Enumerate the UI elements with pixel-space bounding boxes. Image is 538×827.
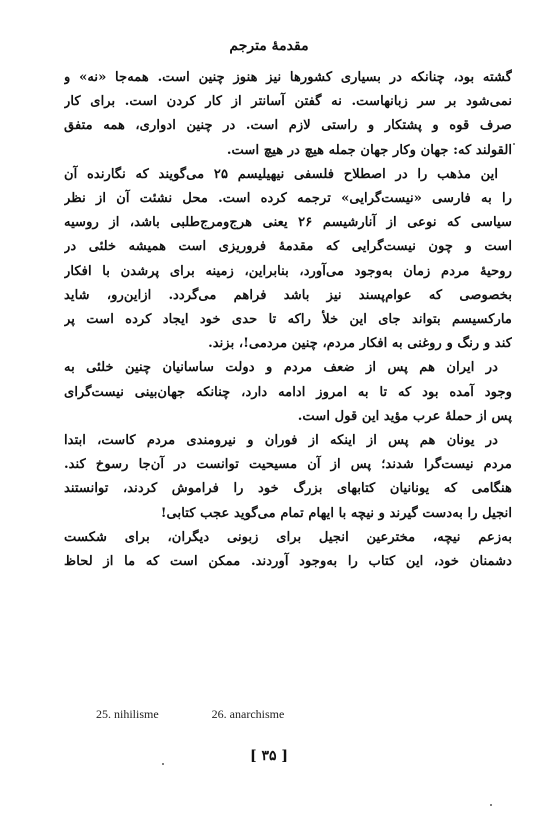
text-line: گشته بود، چنانکه در بسیاری کشورها نیز هنوز چنین است. همه‌جا «نه» و — [64, 70, 512, 85]
text-line: است و چون نیست‌گرایی که مقدمهٔ فروریزی است همیشه خلئی در — [64, 239, 512, 255]
paragraph-4 — [64, 429, 512, 526]
running-head: مقدمهٔ مترجم — [229, 38, 309, 54]
text-line: در ایران هم پس از ضعف مردم و دولت ساسانیان چنین خلئی به — [64, 360, 498, 376]
text-line: القولند که: جهان وکار جهان جمله هیچ در هیچ است. — [226, 142, 512, 158]
text-line: مارکسیسم بتواند جای این خلأ راکه تا حدی خود ایجاد کرده است پر — [64, 312, 512, 328]
text-line: این مذهب را در اصطلاح فلسفی نیهیلیسم ۲۵ می‌گویند که نگارنده آن — [64, 166, 498, 182]
text-line: سیاسی که نوعی از آنارشیسم ۲۶ یعنی هرج‌ومرج‌طلبی باشد، از روسیه — [64, 215, 512, 231]
footnotes — [96, 707, 334, 722]
scan-speck — [490, 804, 492, 806]
scan-speck — [513, 143, 515, 145]
text-line: به‌زعم نیچه، مخترعین انجیل برای زبونی دیگران، برای شکست — [64, 529, 512, 545]
text-line: وجود آمده بود که تا به امروز ادامه دارد، چنانکه جهان‌بینی نیست‌گرای — [64, 384, 512, 400]
text-line: انجیل را به‌دست گیرند و نیچه با ایهام تمام می‌گوید عجب کتابی! — [160, 505, 512, 521]
text-line: پس از حملهٔ عرب مؤید این قول است. — [297, 408, 512, 424]
footnote-26: 26. anarchisme — [211, 707, 285, 721]
text-line: روحیهٔ مردم زمان به‌وجود می‌آورد، بنابراین، زمینه برای پرشدن با افکار — [64, 263, 512, 279]
text-line: هنگامی که یونانیان کتابهای بزرگ خود را فراموش کردند، توانستند — [64, 481, 512, 497]
paragraph-5 — [64, 526, 512, 574]
body-text — [64, 66, 512, 574]
paragraph-1 — [64, 66, 512, 163]
paragraph-2 — [64, 163, 512, 357]
text-line: در یونان هم پس از اینکه از فوران و نیرومندی مردم کاست، ابتدا — [64, 433, 498, 449]
text-line: کند و رنگ و روغنی به افکار مردم، چنین مردمی!، بزند. — [208, 336, 512, 352]
text-line: نمی‌شود بر سر زبانهاست. نه گفتن آسانتر از کار کردن است. برای کار — [64, 94, 512, 110]
text-line: صرف قوه و پشتکار و راستی لازم است. در چنین ادواری، همه متفق — [64, 118, 512, 134]
paragraph-3 — [64, 356, 512, 429]
page-number: [ ۳۵ ] — [249, 748, 289, 764]
text-line: دشمنان خود، این کتاب را به‌وجود آوردند. ممکن است که ما از لحاظ — [64, 554, 512, 570]
text-line: را به فارسی «نیست‌گرایی» ترجمه کرده است. محل نشئت آن از نظر — [64, 191, 512, 207]
footnote-25: 25. nihilisme — [96, 707, 159, 721]
text-line: مردم نیست‌گرا شدند؛ پس از آن مسیحیت توانست در آن‌جا رسوخ کند. — [64, 457, 512, 473]
scan-speck — [162, 763, 164, 765]
text-line: بخصوصی که عوام‌پسند نیز باشد فراهم می‌گردد. ازاین‌رو، شاید — [64, 287, 512, 303]
